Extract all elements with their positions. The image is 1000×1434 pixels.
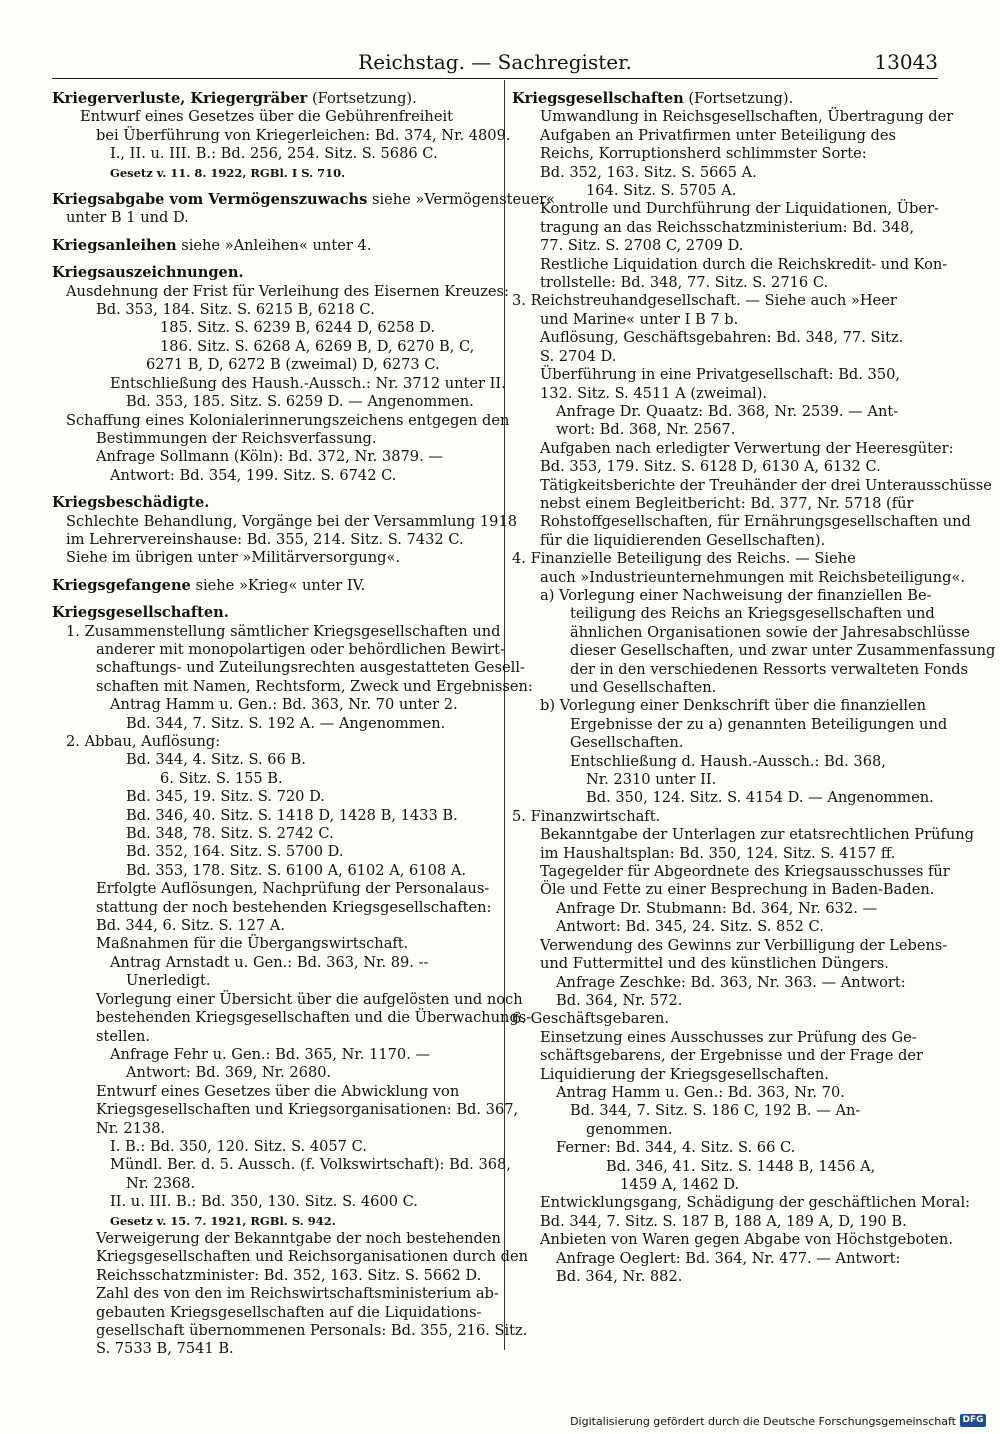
entry-line: Bd. 364, Nr. 882. (556, 1268, 683, 1285)
entry-line: 5. Finanzwirtschaft. (512, 807, 661, 825)
entry-line: Öle und Fette zu einer Besprechung in Baden-Baden. (540, 881, 935, 899)
entry-line: Bd. 344, 4. Sitz. S. 66 B. (126, 751, 306, 769)
entry-heading-suffix: (Fortsetzung). (307, 90, 417, 107)
entry-line: Entwicklungsgang, Schädigung der geschäftlichen Moral: (540, 1194, 971, 1212)
index-entry (52, 191, 556, 228)
entry-line: und Futtermittel und des künstlichen Düngers. (540, 955, 889, 973)
entry-line: stellen. (96, 1027, 150, 1045)
entry-line: Bd. 344, 7. Sitz. S. 187 B, 188 A, 189 A, D, 190 B. (540, 1212, 907, 1230)
entry-line: 77. Sitz. S. 2708 C, 2709 D. (540, 237, 744, 255)
entry-heading: Kriegsabgabe vom Vermögenszuwachs (52, 191, 368, 209)
entry-line: Antrag Arnstadt u. Gen.: Bd. 363, Nr. 89. -- (110, 953, 429, 971)
entry-line: teiligung des Reichs an Kriegsgesellschaften und (570, 605, 935, 623)
entry-line: ähnlichen Organisationen sowie der Jahresabschlüsse (570, 623, 970, 641)
entry-line: 4. Finanzielle Beteiligung des Reichs. — Siehe (512, 550, 856, 568)
entry-line: Bekanntgabe der Unterlagen zur etatsrechtlichen Prüfung (540, 826, 975, 844)
entry-line: 132. Sitz. S. 4511 A (zweimal). (540, 384, 768, 402)
entry-line: Verweigerung der Bekanntgabe der noch bestehenden (96, 1229, 501, 1247)
entry-heading-suffix: siehe »Krieg« unter IV. (190, 576, 366, 594)
entry-line: bestehenden Kriegsgesellschaften und die Überwachungs- (96, 1009, 532, 1027)
entry-heading: Kriegsauszeichnungen. (52, 264, 244, 282)
entry-line: S. 7533 B, 7541 B. (96, 1340, 234, 1358)
entry-line: Auflösung, Geschäftsgebahren: Bd. 348, 77. Sitz. (540, 329, 904, 347)
entry-line: S. 2704 D. (540, 347, 617, 365)
entry-line: Bd. 352, 164. Sitz. S. 5700 D. (126, 843, 344, 861)
entry-line: Bd. 350, 124. Sitz. S. 4154 D. — Angenommen. (586, 789, 934, 807)
entry-line: Reichsschatzminister: Bd. 352, 163. Sitz. S. 5662 D. (96, 1266, 482, 1284)
entry-line: Überführung in eine Privatgesellschaft: Bd. 350, (540, 366, 901, 384)
entry-line: Entwurf eines Gesetzes über die Abwicklung von (96, 1082, 460, 1100)
entry-line: Schlechte Behandlung, Vorgänge bei der Versammlung 1918 (66, 512, 518, 530)
entry-heading: Kriegsgesellschaften. (52, 604, 229, 622)
entry-line: 186. Sitz. S. 6268 A, 6269 B, D, 6270 B, C, (160, 337, 475, 355)
entry-line: schäftsgebarens, der Ergebnisse und der Frage der (540, 1047, 923, 1065)
footer (560, 1414, 990, 1430)
left-column (52, 90, 556, 1368)
entry-heading-line (52, 577, 484, 595)
entry-heading-line (52, 237, 484, 255)
entry-line: und Marine« unter I B 7 b. (540, 310, 739, 328)
entry-line: 185. Sitz. S. 6239 B, 6244 D, 6258 D. (160, 319, 436, 337)
entry-line: Einsetzung eines Ausschusses zur Prüfung des Ge- (540, 1028, 917, 1046)
entry-line: Tagegelder für Abgeordnete des Kriegsausschusses für (540, 863, 950, 881)
law-reference: Gesetz v. 15. 7. 1921, RGBl. S. 942. (110, 1213, 336, 1228)
entry-line: Bd. 352, 163. Sitz. S. 5665 A. (540, 163, 757, 181)
entry-line: Anfrage Dr. Stubmann: Bd. 364, Nr. 632. — (556, 899, 878, 917)
entry-line: nebst einem Begleitbericht: Bd. 377, Nr. 5718 (für (540, 494, 914, 512)
entry-heading: Kriegerverluste, Kriegergräber (52, 90, 308, 107)
page-header (52, 50, 938, 76)
entry-line: Ferner: Bd. 344, 4. Sitz. S. 66 C. (556, 1139, 796, 1157)
entry-line: wort: Bd. 368, Nr. 2567. (556, 421, 736, 439)
entry-line: Entschließung des Haush.-Aussch.: Nr. 3712 unter II. (110, 374, 506, 392)
entry-line: im Haushaltsplan: Bd. 350, 124. Sitz. S. 4157 ff. (540, 844, 896, 862)
entry-line: Ausdehnung der Frist für Verleihung des Eisernen Kreuzes: (66, 282, 509, 300)
entry-line: Rohstoffgesellschaften, für Ernährungsgesellschaften und (540, 513, 971, 531)
entry-line: Kriegsgesellschaften und Reichsorganisationen durch den (96, 1248, 529, 1266)
entry-line: Antrag Hamm u. Gen.: Bd. 363, Nr. 70. (556, 1083, 845, 1101)
entry-line: Bd. 345, 19. Sitz. S. 720 D. (126, 788, 325, 806)
entry-line: trollstelle: Bd. 348, 77. Sitz. S. 2716 C. (540, 274, 829, 292)
entry-line: Siehe im übrigen unter »Militärversorgung«. (66, 549, 401, 567)
entry-heading-suffix: siehe »Vermögensteuer« (367, 191, 556, 209)
entry-line: Anfrage Fehr u. Gen.: Bd. 365, Nr. 1170. — (110, 1045, 431, 1063)
entry-line: gesellschaft übernommenen Personals: Bd. 355, 216. Sitz. (96, 1322, 528, 1339)
entry-line: b) Vorlegung einer Denkschrift über die finanziellen (540, 697, 927, 715)
entry-line: Kriegsgesellschaften und Kriegsorganisationen: Bd. 367, (96, 1101, 519, 1119)
entry-line: Ergebnisse der zu a) genannten Beteiligungen und (570, 715, 948, 733)
entry-line: Antrag Hamm u. Gen.: Bd. 363, Nr. 70 unter 2. (110, 696, 458, 714)
entry-heading-line (52, 264, 484, 282)
entry-heading: Kriegsgesellschaften (512, 90, 684, 107)
footer-credit: Digitalisierung gefördert durch die Deutsche Forschungsgemeinschaft (570, 1415, 956, 1428)
entry-line: Bd. 353, 185. Sitz. S. 6259 D. — Angenommen. (126, 393, 474, 411)
entry-line: der in den verschiedenen Ressorts verwalteten Fonds (570, 660, 969, 678)
entry-line: Nr. 2310 unter II. (586, 771, 717, 789)
entry-heading-suffix: (Fortsetzung). (683, 90, 794, 107)
entry-line: Anfrage Sollmann (Köln): Bd. 372, Nr. 3879. — (96, 448, 443, 466)
entry-line: Bd. 348, 78. Sitz. S. 2742 C. (126, 825, 334, 843)
entry-line: Schaffung eines Kolonialerinnerungszeichens entgegen den (66, 411, 510, 429)
entry-heading: Kriegsbeschädigte. (52, 494, 210, 512)
entry-line: Nr. 2368. (126, 1174, 196, 1192)
entry-heading: Kriegsgefangene (52, 576, 191, 594)
entry-line: Gesellschaften. (570, 734, 684, 752)
entry-line: 6. Sitz. S. 155 B. (160, 769, 283, 787)
entry-line: unter B 1 und D. (66, 209, 189, 227)
entry-line: Entschließung d. Haush.-Aussch.: Bd. 368, (570, 752, 886, 770)
entry-line: schaften mit Namen, Rechtsform, Zweck und Ergebnissen: (96, 677, 533, 695)
entry-line: anderer mit monopolartigen oder behördlichen Bewirt- (96, 640, 505, 658)
entry-line: Antwort: Bd. 354, 199. Sitz. S. 6742 C. (110, 466, 397, 484)
entry-line: genommen. (586, 1120, 673, 1138)
entry-line: Antwort: Bd. 345, 24. Sitz. S. 852 C. (556, 918, 824, 936)
entry-line: Bd. 344, 7. Sitz. S. 192 A. — Angenommen. (126, 714, 446, 732)
entry-line: Aufgaben an Privatfirmen unter Beteiligung des (540, 126, 897, 144)
index-entry (52, 264, 510, 485)
index-entry (52, 237, 484, 255)
dfg-logo: DFG (960, 1414, 986, 1427)
entry-line: a) Vorlegung einer Nachweisung der finanziellen Be- (540, 586, 932, 604)
entry-line: I. B.: Bd. 350, 120. Sitz. S. 4057 C. (110, 1137, 367, 1155)
entry-line: Tätigkeitsberichte der Treuhänder der drei Unterausschüsse (540, 476, 992, 494)
entry-line: II. u. III. B.: Bd. 350, 130. Sitz. S. 4600 C. (110, 1193, 418, 1211)
entry-line: tragung an das Reichsschatzministerium: Bd. 348, (540, 218, 915, 236)
entry-line: Verwendung des Gewinns zur Verbilligung der Lebens- (540, 936, 948, 954)
entry-line: Bd. 344, 7. Sitz. S. 186 C, 192 B. — An- (570, 1102, 861, 1120)
entry-line: 6271 B, D, 6272 B (zweimal) D, 6273 C. (146, 356, 440, 374)
entry-line: Bd. 353, 184. Sitz. S. 6215 B, 6218 C. (96, 301, 375, 319)
entry-line: 3. Reichstreuhandgesellschaft. — Siehe auch »Heer (512, 292, 897, 310)
entry-line: Nr. 2138. (96, 1119, 166, 1137)
entry-line: Entwurf eines Gesetzes über die Gebührenfreiheit (80, 108, 454, 126)
entry-line: gebauten Kriegsgesellschaften auf die Liquidations- (96, 1303, 482, 1321)
header-rule (52, 78, 938, 79)
index-entry (52, 494, 518, 568)
entry-line: für die liquidierenden Gesellschaften). (540, 531, 826, 549)
entry-heading-line (52, 90, 484, 108)
right-column (512, 90, 996, 1295)
entry-line: Umwandlung in Reichsgesellschaften, Übertragung der (540, 108, 954, 126)
entry-line: Mündl. Ber. d. 5. Aussch. (f. Volkswirtschaft): Bd. 368, (110, 1156, 511, 1174)
entry-line: 6. Geschäftsgebaren. (512, 1010, 670, 1028)
entry-line: Reichs, Korruptionsherd schlimmster Sorte: (540, 145, 867, 163)
running-title: Reichstag. — Sachregister. (358, 50, 632, 74)
entry-line: 1459 A, 1462 D. (620, 1175, 740, 1193)
entry-line: und Gesellschaften. (570, 679, 717, 696)
entry-heading-line (512, 90, 930, 108)
index-entry (52, 90, 511, 182)
entry-line: schaftungs- und Zuteilungsrechten ausgestatteten Gesell- (96, 659, 525, 677)
entry-line: Aufgaben nach erledigter Verwertung der Heeresgüter: (540, 439, 954, 457)
entry-line: Erfolgte Auflösungen, Nachprüfung der Personalaus- (96, 880, 490, 898)
law-reference: Gesetz v. 11. 8. 1922, RGBl. I S. 710. (110, 165, 346, 180)
entry-line: Anfrage Oeglert: Bd. 364, Nr. 477. — Antwort: (556, 1249, 901, 1267)
entry-line: Liquidierung der Kriegsgesellschaften. (540, 1065, 829, 1083)
entry-heading-line (52, 604, 484, 622)
entry-line: 164. Sitz. S. 5705 A. (586, 182, 737, 200)
entry-line: stattung der noch bestehenden Kriegsgesellschaften: (96, 898, 492, 916)
entry-line: Anbieten von Waren gegen Abgabe von Höchstgeboten. (540, 1231, 953, 1249)
entry-line: Unerledigt. (126, 972, 211, 990)
entry-line: 1. Zusammenstellung sämtlicher Kriegsgesellschaften und (66, 622, 501, 640)
entry-line: Anfrage Dr. Quaatz: Bd. 368, Nr. 2539. — Ant- (556, 402, 899, 420)
entry-line: Anfrage Zeschke: Bd. 363, Nr. 363. — Antwort: (556, 973, 906, 991)
entry-line: Maßnahmen für die Übergangswirtschaft. (96, 935, 409, 953)
entry-heading-line (52, 191, 556, 209)
index-entry (52, 577, 484, 595)
index-entry (512, 90, 996, 1286)
entry-line: im Lehrervereinshause: Bd. 355, 214. Sitz. S. 7432 C. (66, 530, 464, 548)
entry-line: Bd. 346, 41. Sitz. S. 1448 B, 1456 A, (606, 1157, 876, 1175)
entry-heading: Kriegsanleihen (52, 236, 177, 254)
entry-line: Bd. 353, 179. Sitz. S. 6128 D, 6130 A, 6132 C. (540, 458, 881, 476)
entry-line: Kontrolle und Durchführung der Liquidationen, Über- (540, 200, 939, 218)
entry-line: Zahl des von den im Reichswirtschaftsministerium ab- (96, 1285, 499, 1303)
entry-line: Bd. 353, 178. Sitz. S. 6100 A, 6102 A, 6108 A. (126, 861, 467, 879)
page-number: 13043 (874, 50, 938, 74)
entry-line: Bd. 364, Nr. 572. (556, 991, 683, 1009)
entry-line: Bd. 346, 40. Sitz. S. 1418 D, 1428 B, 1433 B. (126, 806, 458, 824)
entry-line: Bd. 344, 6. Sitz. S. 127 A. (96, 917, 285, 935)
entry-line: Vorlegung einer Übersicht über die aufgelösten und noch (96, 990, 523, 1008)
entry-line: Bestimmungen der Reichsverfassung. (96, 429, 377, 447)
entry-heading-line (52, 494, 484, 512)
entry-line: dieser Gesellschaften, und zwar unter Zusammenfassung (570, 642, 996, 660)
entry-line: auch »Industrieunternehmungen mit Reichsbeteiligung«. (540, 568, 966, 586)
index-entry (52, 604, 533, 1359)
entry-line: Antwort: Bd. 369, Nr. 2680. (126, 1064, 332, 1082)
entry-line: Restliche Liquidation durch die Reichskredit- und Kon- (540, 255, 948, 273)
entry-line: 2. Abbau, Auflösung: (66, 733, 221, 750)
entry-line: bei Überführung von Kriegerleichen: Bd. 374, Nr. 4809. (96, 126, 511, 144)
entry-line: I., II. u. III. B.: Bd. 256, 254. Sitz. S. 5686 C. (110, 145, 438, 163)
entry-heading-suffix: siehe »Anleihen« unter 4. (176, 236, 372, 254)
